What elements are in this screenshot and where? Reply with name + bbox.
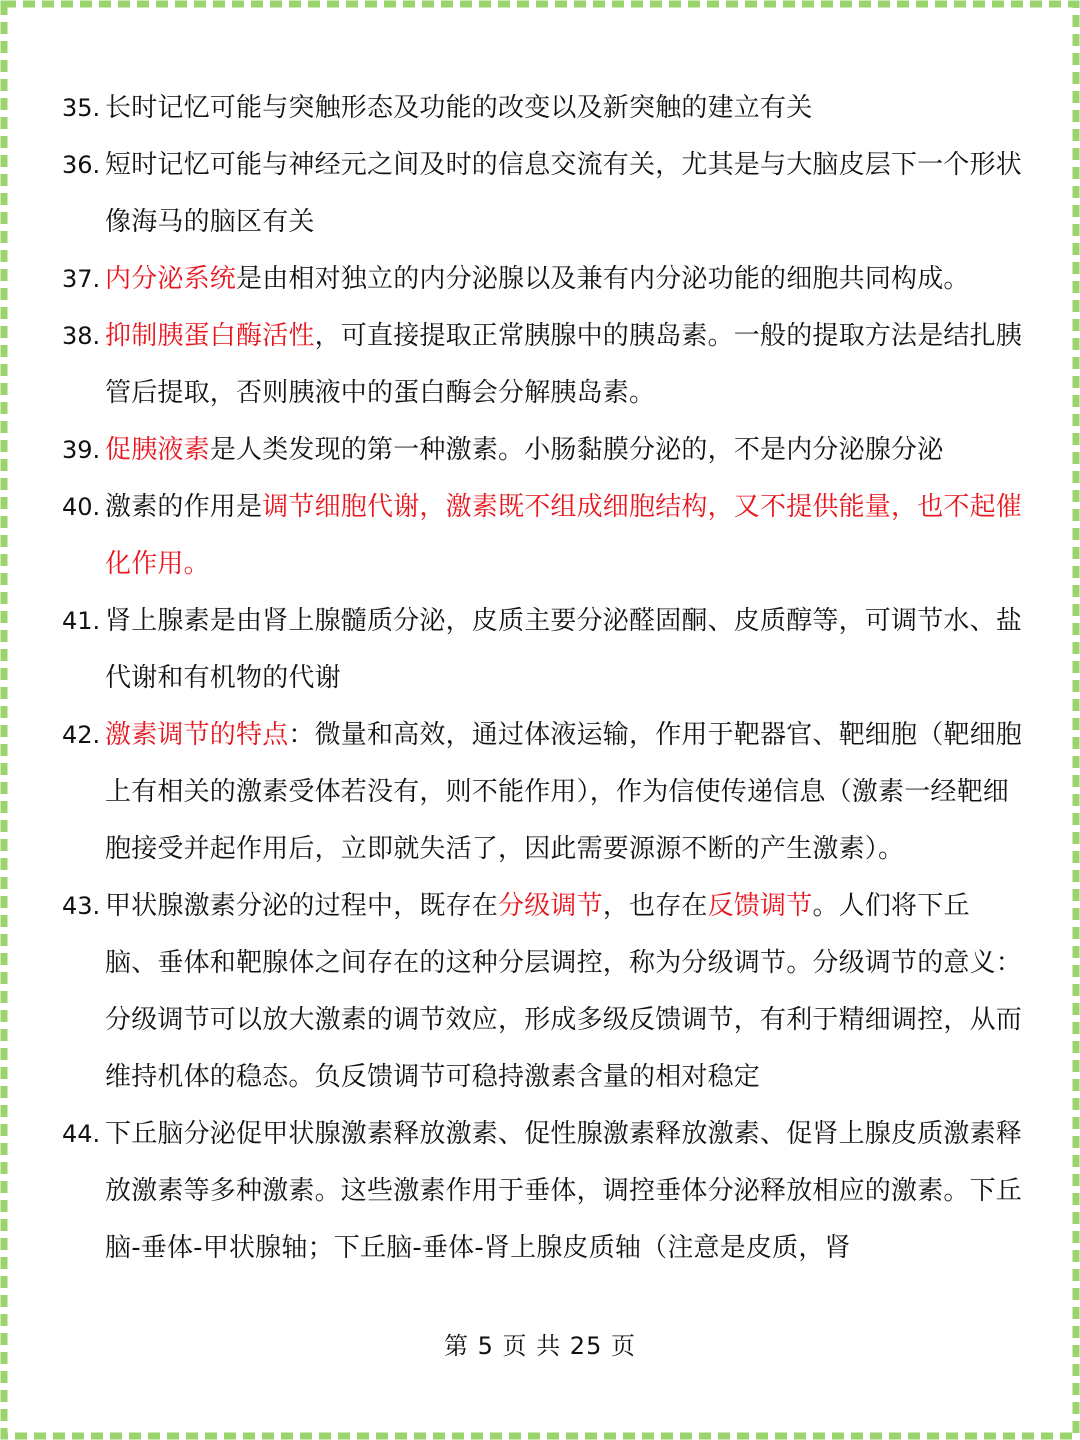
list-item [62,707,1022,878]
item-text [105,251,1022,308]
text-run: 是人类发现的第一种激素。小肠黏膜分泌的，不是内分泌腺分泌 [209,435,944,465]
item-text [105,593,1022,707]
text-run: 激素的作用是 [105,492,263,522]
list-item [62,479,1022,593]
highlighted-term: 激素调节的特点 [105,720,289,750]
item-text [105,1106,1022,1277]
list-item [62,878,1022,1106]
text-run: 是由相对独立的内分泌腺以及兼有内分泌功能的细胞共同构成。 [236,264,970,294]
item-text [105,137,1022,251]
item-number: 36. [62,151,101,179]
item-text [105,422,1022,479]
text-run: ：微量和高效，通过体液运输，作用于靶器官、靶细胞（靶细胞上有相关的激素受体若没有，则不能作用），作为信使传递信息（激素一经靶细胞接受并起作用后，立即就失活了，因此需要源源不断的产生激素）。 [105,720,1023,864]
highlighted-term: 调节细胞代谢，激素既不组成细胞结构，又不提供能量，也不起催化作用。 [105,492,1023,579]
text-run: 短时记忆可能与神经元之间及时的信息交流有关，尤其是与大脑皮层下一个形状像海马的脑区有关 [105,150,1023,237]
item-number: 43. [62,892,101,920]
text-run: 甲状腺激素分泌的过程中，既存在 [105,891,499,921]
text-run: 。人们将下丘脑、垂体和靶腺体之间存在的这种分层调控，称为分级调节。分级调节的意义：分级调节可以放大激素的调节效应，形成多级反馈调节，有利于精细调控，从而维持机体的稳态。负反馈调节可稳持激素含量的相对稳定 [105,891,1023,1092]
item-number: 35. [62,94,101,122]
text-run: 肾上腺素是由肾上腺髓质分泌，皮质主要分泌醛固酮、皮质醇等，可调节水、盐代谢和有机物的代谢 [105,606,1023,693]
list-item [62,137,1022,251]
item-number: 39. [62,436,101,464]
item-text [105,878,1022,1106]
document-body [62,80,1022,1277]
text-run: ，也存在 [602,891,708,921]
item-number: 40. [62,493,101,521]
highlighted-term: 分级调节 [498,891,603,921]
item-text [105,308,1022,422]
highlighted-term: 内分泌系统 [105,264,237,294]
list-item [62,593,1022,707]
highlighted-term: 反馈调节 [707,891,813,921]
highlighted-term: 促胰液素 [105,435,210,465]
page-number: 第 5 页 共 25 页 [444,1332,636,1360]
item-text [105,80,1022,137]
item-number: 38. [62,322,101,350]
item-text [105,707,1022,878]
list-item [62,80,1022,137]
text-run: 长时记忆可能与突触形态及功能的改变以及新突触的建立有关 [105,93,813,123]
item-number: 37. [62,265,101,293]
highlighted-term: 抑制胰蛋白酶活性 [105,321,315,351]
text-run: 下丘脑分泌促甲状腺激素释放激素、促性腺激素释放激素、促肾上腺皮质激素释放激素等多种激素。这些激素作用于垂体，调控垂体分泌释放相应的激素。下丘脑-垂体-甲状腺轴；下丘脑-垂体-肾上腺皮质轴（注意是皮质，肾 [105,1119,1023,1263]
item-text [105,479,1022,593]
item-number: 44. [62,1120,101,1148]
list-item [62,422,1022,479]
list-item [62,1106,1022,1277]
list-item [62,308,1022,422]
text-run: ，可直接提取正常胰腺中的胰岛素。一般的提取方法是结扎胰管后提取，否则胰液中的蛋白酶会分解胰岛素。 [105,321,1023,408]
list-item [62,251,1022,308]
item-number: 41. [62,607,101,635]
item-number: 42. [62,721,101,749]
